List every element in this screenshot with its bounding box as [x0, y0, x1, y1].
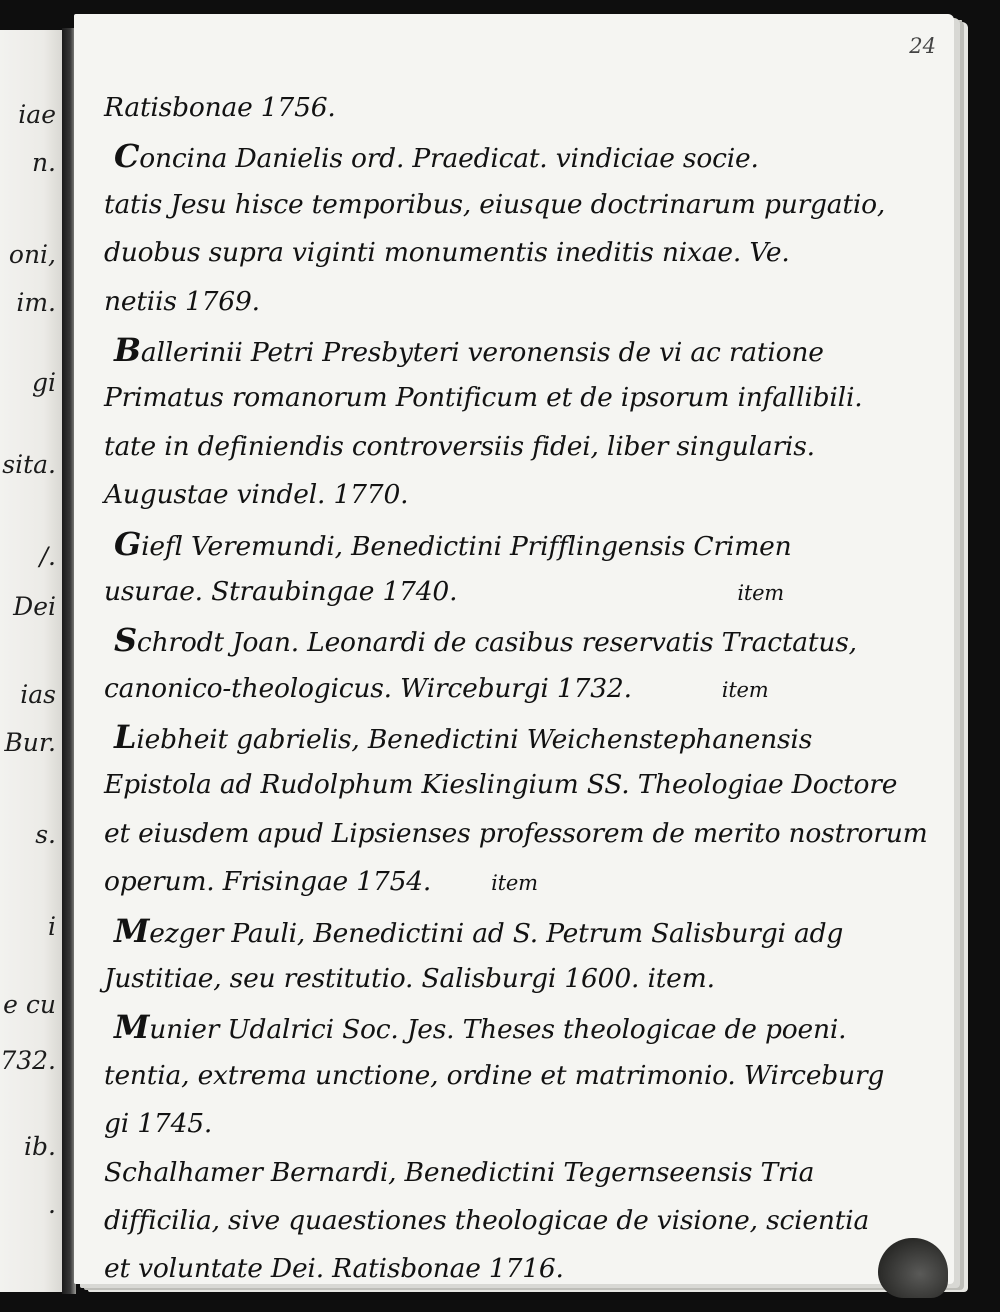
left-page-fragment: n. [31, 148, 56, 177]
left-page-fragment: ib. [24, 1132, 56, 1161]
page-number: 24 [909, 34, 936, 58]
line-text: Concina Danielis ord. Praedicat. vindiciae socie. [114, 137, 759, 176]
line-text: et eiusdem apud Lipsienses professorem de merito nostrorum [104, 817, 928, 849]
line-text: Liebheit gabrielis, Benedictini Weichenstephanensis [114, 718, 813, 757]
item-mark: item [721, 677, 769, 702]
line-text: canonico-theologicus. Wirceburgi 1732. [104, 672, 632, 704]
line-text: Augustae vindel. 1770. [104, 479, 409, 511]
manuscript-line [104, 520, 914, 568]
left-page-fragment: im. [16, 288, 56, 317]
left-page-fragment: 732. [0, 1046, 56, 1075]
line-text: Schrodt Joan. Leonardi de casibus reservatis Tractatus, [114, 621, 857, 660]
entry-initial: B [114, 330, 141, 369]
left-page-fragment: sita. [2, 450, 56, 479]
manuscript-line [104, 374, 914, 422]
entry-initial: M [114, 1008, 150, 1047]
line-text: Ratisbonae 1756. [104, 92, 336, 123]
line-text: tentia, extrema unctione, ordine et matrimonio. Wirceburg [104, 1059, 885, 1091]
left-page-fragment: Dei [13, 592, 56, 621]
line-text: et voluntate Dei. Ratisbonae 1716. [104, 1253, 564, 1284]
manuscript-line [104, 665, 914, 713]
line-text: operum. Frisingae 1754. [104, 866, 432, 898]
line-text: Mezger Pauli, Benedictini ad S. Petrum Salisburgi adg [114, 911, 844, 950]
manuscript-line [104, 616, 914, 664]
manuscript-line [104, 1149, 914, 1197]
manuscript-line [104, 471, 914, 519]
manuscript-text [104, 84, 928, 1284]
left-page-fragment: s. [35, 820, 56, 849]
left-page [0, 30, 62, 1292]
line-text: Epistola ad Rudolphum Kieslingium SS. Theologiae Doctore [104, 769, 898, 801]
manuscript-line [104, 229, 914, 277]
line-text: duobus supra viginti monumentis ineditis nixae. Ve. [104, 237, 790, 269]
line-text: Munier Udalrici Soc. Jes. Theses theologicae de poeni. [114, 1008, 847, 1047]
left-page-fragment: ias [20, 680, 56, 709]
manuscript-line [104, 278, 914, 326]
manuscript-line [104, 326, 914, 374]
line-text: tatis Jesu hisce temporibus, eiusque doctrinarum purgatio, [104, 188, 886, 220]
line-text: Primatus romanorum Pontificum et de ipsorum infallibili. [104, 382, 863, 414]
manuscript-line [104, 423, 914, 471]
left-page-fragment: e cu [3, 990, 56, 1019]
manuscript-line [104, 713, 914, 761]
manuscript-line [104, 1245, 914, 1284]
line-text: usurae. Straubingae 1740. [104, 575, 458, 607]
left-page-fragment: i [48, 912, 56, 941]
manuscript-page [74, 14, 954, 1284]
line-text: Giefl Veremundi, Benedictini Prifflingensis Crimen [114, 524, 792, 563]
line-text: netiis 1769. [104, 285, 260, 317]
left-page-fragment: /. [39, 542, 56, 571]
entry-initial: C [114, 137, 140, 176]
entry-initial: M [114, 911, 150, 950]
line-text: Schalhamer Bernardi, Benedictini Tegernseensis Tria [104, 1156, 815, 1188]
manuscript-line [104, 132, 914, 180]
thumb-shadow [878, 1238, 948, 1298]
line-text: difficilia, sive quaestiones theologicae de visione, scientia [104, 1204, 870, 1236]
manuscript-line [104, 1052, 914, 1100]
item-mark: item [491, 871, 538, 896]
entry-initial: G [114, 524, 142, 563]
manuscript-line [104, 568, 914, 616]
manuscript-line [104, 181, 914, 229]
item-mark: item [737, 580, 785, 605]
manuscript-line [104, 1003, 914, 1051]
left-page-fragment: . [48, 1190, 56, 1219]
line-text: Justitiae, seu restitutio. Salisburgi 1600. item. [104, 963, 715, 995]
entry-initial: S [114, 621, 137, 660]
entry-initial: L [114, 718, 137, 757]
line-text: Ballerinii Petri Presbyteri veronensis de vi ac ratione [114, 330, 824, 369]
line-text: tate in definiendis controversiis fidei, liber singularis. [104, 430, 815, 462]
manuscript-line [104, 761, 914, 809]
left-page-fragment: iae [18, 100, 56, 129]
manuscript-line [104, 84, 914, 132]
left-page-fragment: oni, [8, 240, 56, 269]
manuscript-line [104, 1197, 914, 1245]
manuscript-line [104, 907, 914, 955]
manuscript-line [104, 858, 914, 906]
manuscript-line [104, 810, 928, 858]
manuscript-line [104, 1100, 914, 1148]
manuscript-line [104, 955, 914, 1003]
left-page-fragment: Bur. [4, 728, 56, 757]
line-text: gi 1745. [104, 1108, 213, 1140]
left-page-fragment: gi [32, 368, 56, 397]
